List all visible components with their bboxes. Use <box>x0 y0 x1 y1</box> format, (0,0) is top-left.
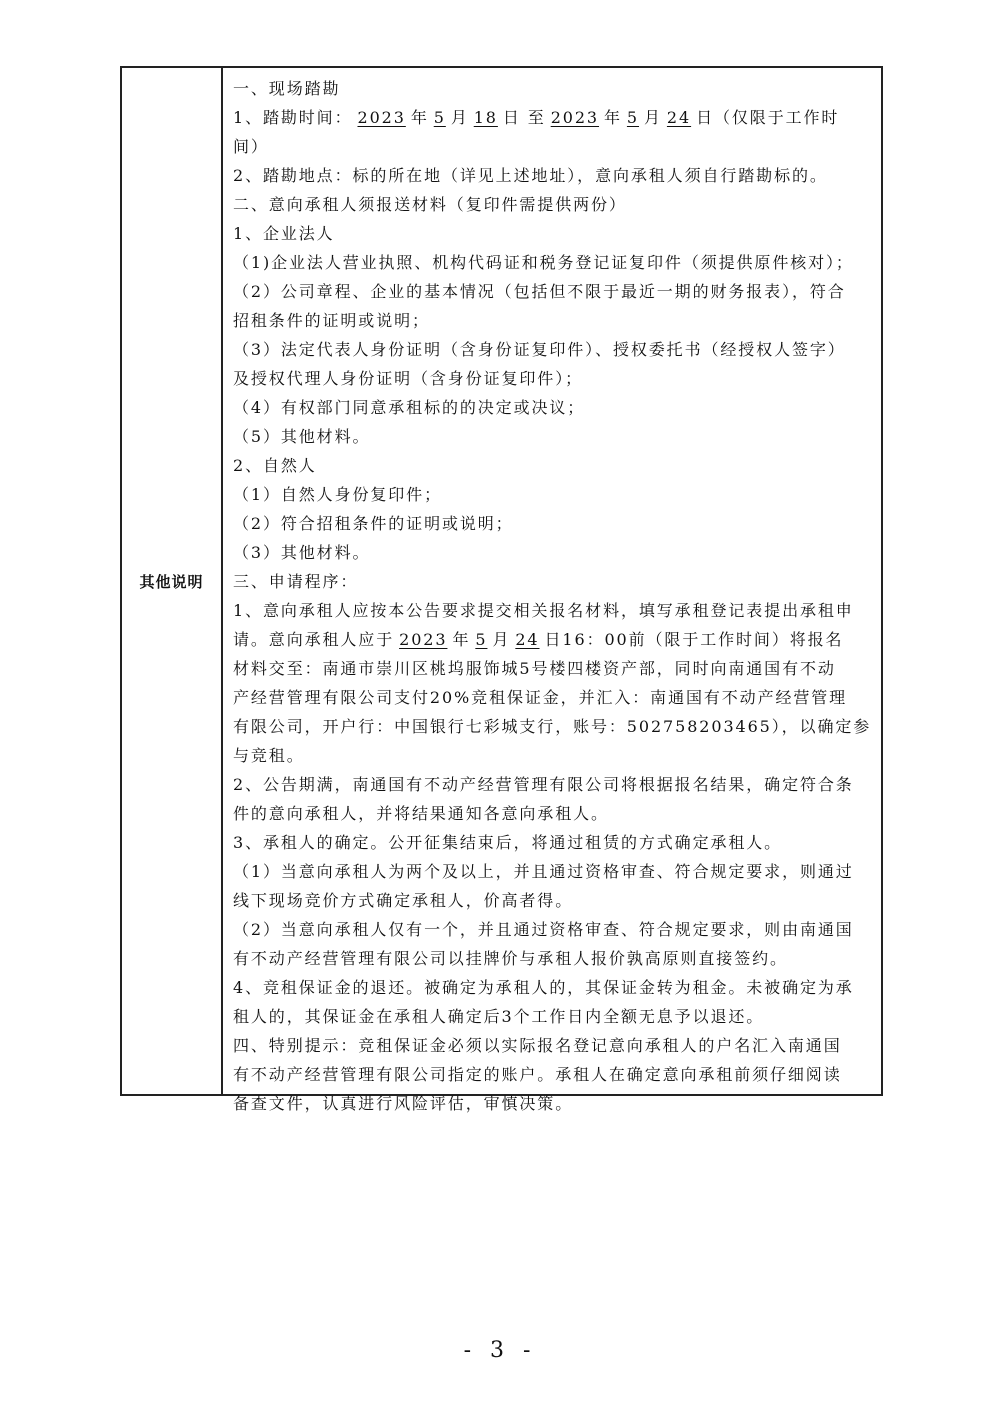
text-line: 二、意向承租人须报送材料（复印件需提供两份） <box>233 195 627 214</box>
text-line: 有不动产经营管理有限公司指定的账户。承租人在确定意向承租前须仔细阅读 <box>233 1065 842 1084</box>
page-number: - 3 - <box>463 1338 537 1363</box>
text-line: 4、竞租保证金的退还。被确定为承租人的，其保证金转为租金。未被确定为承 <box>233 978 854 997</box>
text-line: 与竞租。 <box>233 746 305 765</box>
text-line: 材料交至：南通市崇川区桃坞服饰城5号楼四楼资产部，同时向南通国有不动 <box>233 659 836 678</box>
text-line: （5）其他材料。 <box>233 427 371 446</box>
text-line: 三、申请程序： <box>233 572 359 591</box>
text-line: 2、踏勘地点：标的所在地（详见上述地址），意向承租人须自行踏勘标的。 <box>233 166 828 185</box>
content-cell <box>223 68 881 1113</box>
text-line: 3、承租人的确定。公开征集结束后，将通过租赁的方式确定承租人。 <box>233 833 783 852</box>
text-line: 有不动产经营管理有限公司以挂牌价与承租人报价孰高原则直接签约。 <box>233 949 788 968</box>
info-table <box>120 66 883 1113</box>
deadline-line: 请。意向承租人应于 2023 年 5 月 24 日16：00前（限于工作时间）将报名 <box>233 630 844 649</box>
text-line: （2）符合招租条件的证明或说明； <box>233 514 514 533</box>
row-label: 其他说明 <box>139 572 204 591</box>
text-line: （1)企业法人营业执照、机构代码证和税务登记证复印件（须提供原件核对）； <box>233 253 854 272</box>
text-line: （1）自然人身份复印件； <box>233 485 442 504</box>
text-line: 一、现场踏勘 <box>233 79 341 98</box>
text-line: 产经营管理有限公司支付20%竞租保证金，并汇入：南通国有不动产经营管理 <box>233 688 848 707</box>
text-line: 2、公告期满，南通国有不动产经营管理有限公司将根据报名结果，确定符合条 <box>233 775 854 794</box>
text-line: 及授权代理人身份证明（含身份证复印件）； <box>233 369 584 388</box>
label-cell <box>122 68 223 1094</box>
text-line: （2）公司章程、企业的基本情况（包括但不限于最近一期的财务报表），符合 <box>233 282 846 301</box>
text-line: 1、意向承租人应按本公告要求提交相关报名材料，填写承租登记表提出承租申 <box>233 601 854 620</box>
text-line: 1、企业法人 <box>233 224 335 243</box>
text-line: 有限公司，开户行：中国银行七彩城支行，账号：502758203465），以确定参 <box>233 717 872 736</box>
text-line: （4）有权部门同意承租标的的决定或决议； <box>233 398 586 417</box>
text-line: 线下现场竞价方式确定承租人，价高者得。 <box>233 891 574 910</box>
text-line: （1）当意向承租人为两个及以上，并且通过资格审查、符合规定要求，则通过 <box>233 862 854 881</box>
text-line: 备查文件，认真进行风险评估，审慎决策。 <box>233 1094 574 1113</box>
survey-time-line: 1、踏勘时间： 2023 年 5 月 18 日 至 2023 年 5 月 24 日（仅限于工作时 <box>233 108 840 127</box>
text-line: （3）其他材料。 <box>233 543 371 562</box>
text-line: （2）当意向承租人仅有一个，并且通过资格审查、符合规定要求，则由南通国 <box>233 920 854 939</box>
text-line: 件的意向承租人，并将结果通知各意向承租人。 <box>233 804 609 823</box>
text-line: 2、自然人 <box>233 456 317 475</box>
text-line: 四、特别提示：竞租保证金必须以实际报名登记意向承租人的户名汇入南通国 <box>233 1036 842 1055</box>
text-line: （3）法定代表人身份证明（含身份证复印件）、授权委托书（经授权人签字） <box>233 340 846 359</box>
text-line: 间） <box>233 137 269 156</box>
text-line: 租人的，其保证金在承租人确定后3个工作日内全额无息予以退还。 <box>233 1007 765 1026</box>
text-line: 招租条件的证明或说明； <box>233 311 430 330</box>
